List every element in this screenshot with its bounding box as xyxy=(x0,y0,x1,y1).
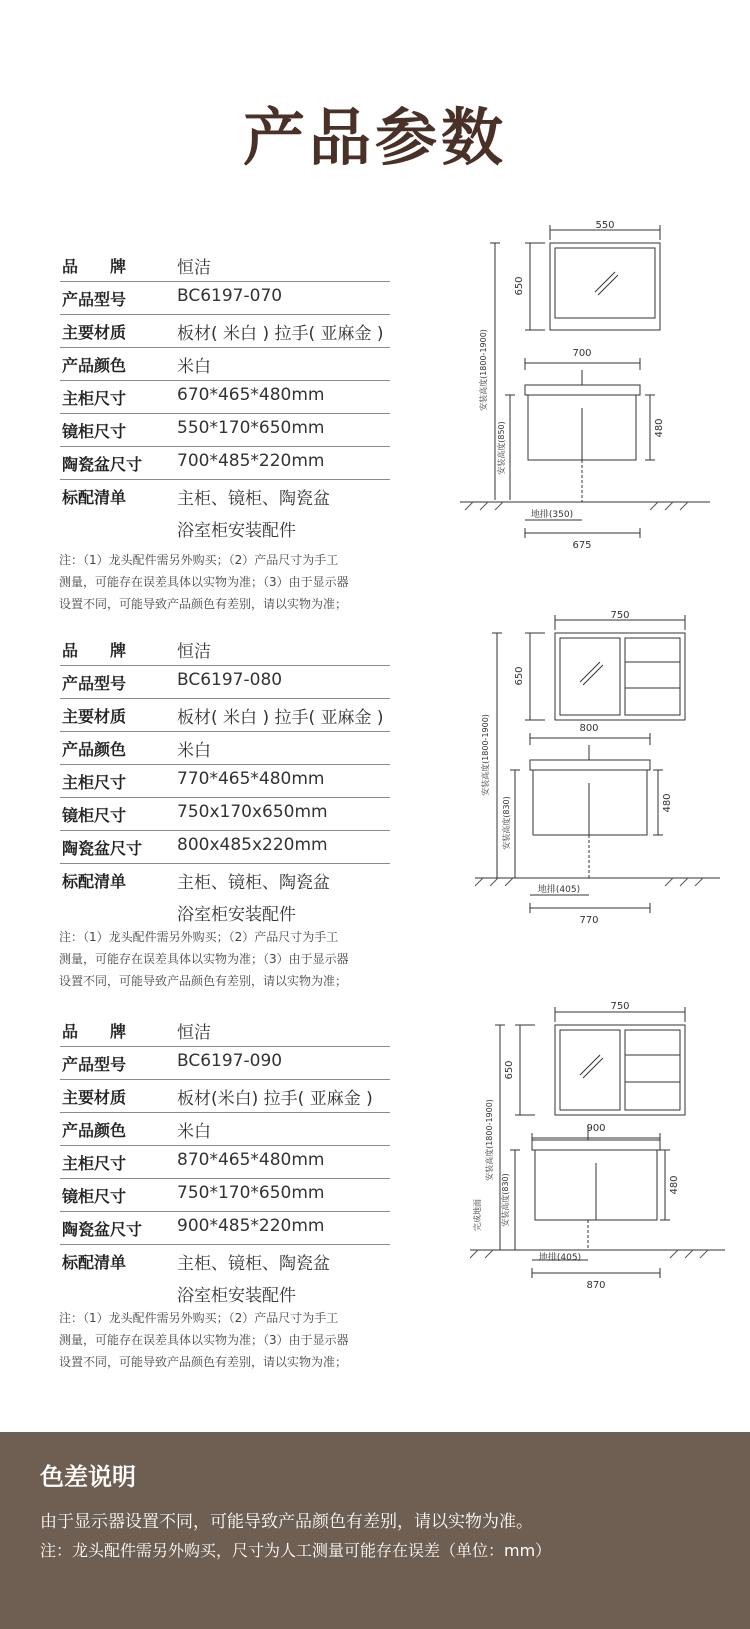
note-line: 注：（1）龙头配件需另外购买；（2）产品尺寸为手工 xyxy=(59,930,339,944)
spec-row-color xyxy=(60,348,390,381)
dimension-drawing xyxy=(475,610,735,950)
basin-outline xyxy=(525,385,640,395)
spec-value: 800x485x220mm xyxy=(177,835,328,855)
spec-value: 板材(米白) 拉手( 亚麻金 ) xyxy=(177,1089,373,1109)
spec-value: 700*485*220mm xyxy=(177,451,325,471)
spec-label: 标配清单 xyxy=(62,1253,127,1272)
spec-label: 产品型号 xyxy=(62,290,127,309)
spec-value: 主柜、镜柜、陶瓷盆 xyxy=(177,873,330,893)
spec-row-main-cabinet xyxy=(60,1146,390,1179)
note-line: 注：（1）龙头配件需另外购买；（2）产品尺寸为手工 xyxy=(59,553,339,567)
dim-cabinet-height: 480 xyxy=(669,1175,680,1195)
note-line: 注：（1）龙头配件需另外购买；（2）产品尺寸为手工 xyxy=(59,1311,339,1325)
spec-value: 770*465*480mm xyxy=(177,769,325,789)
dim-drain: 地排(350) xyxy=(530,510,574,520)
spec-label: 产品型号 xyxy=(62,674,127,693)
note-line: 设置不同，可能导致产品颜色有差别，请以实物为准； xyxy=(59,974,348,988)
footer-note: 注：龙头配件需另外购买，尺寸为人工测量可能存在误差（单位：mm） xyxy=(40,1541,552,1560)
spec-row-package xyxy=(60,480,390,512)
spec-value: 板材( 米白 ) 拉手( 亚麻金 ) xyxy=(177,324,384,344)
basin-outline xyxy=(530,760,650,770)
basin-outline xyxy=(532,1140,660,1150)
spec-value: 米白 xyxy=(177,357,211,377)
mirror-side-shelf xyxy=(625,638,680,715)
spec-table xyxy=(60,1014,390,1309)
note-line: 测量，可能存在误差具体以实物为准；（3）由于显示器 xyxy=(59,1333,349,1347)
spec-label: 标配清单 xyxy=(62,872,127,891)
spec-value: 870*465*480mm xyxy=(177,1150,325,1170)
dim-install-height: 安装高度(850) xyxy=(497,421,506,475)
spec-label: 镜柜尺寸 xyxy=(62,422,127,441)
spec-label: 陶瓷盆尺寸 xyxy=(62,1220,143,1239)
spec-label: 陶瓷盆尺寸 xyxy=(62,839,143,858)
spec-label: 主要材质 xyxy=(62,707,127,726)
page-title: 产品参数 xyxy=(242,101,507,174)
note-line: 设置不同，可能导致产品颜色有差别，请以实物为准； xyxy=(59,1355,348,1369)
spec-row-extra xyxy=(60,896,390,928)
spec-value: BC6197-070 xyxy=(177,286,283,306)
spec-row-model xyxy=(60,1047,390,1080)
spec-value: 主柜、镜柜、陶瓷盆 xyxy=(177,489,330,509)
spec-note xyxy=(59,549,379,615)
spec-value: BC6197-080 xyxy=(177,670,283,690)
footer-heading: 色差说明 xyxy=(40,1463,136,1491)
spec-value: 900*485*220mm xyxy=(177,1216,325,1236)
dim-mirror-height: 650 xyxy=(504,1060,515,1080)
spec-row-brand xyxy=(60,633,390,666)
mirror-panel xyxy=(555,248,655,318)
spec-label: 产品颜色 xyxy=(62,1121,127,1140)
spec-note xyxy=(59,1307,379,1373)
spec-row-color xyxy=(60,732,390,765)
spec-value: 670*465*480mm xyxy=(177,385,325,405)
spec-table xyxy=(60,633,390,928)
spec-value: 750*170*650mm xyxy=(177,1183,325,1203)
mirror-panel xyxy=(560,638,620,715)
dim-sink-width: 800 xyxy=(579,723,599,734)
spec-row-material xyxy=(60,1080,390,1113)
note-line: 测量，可能存在误差具体以实物为准；（3）由于显示器 xyxy=(59,952,349,966)
dim-cabinet-height: 480 xyxy=(654,418,665,438)
dim-sink-width: 900 xyxy=(586,1123,606,1134)
spec-row-extra xyxy=(60,512,390,544)
spec-value: 浴室柜安装配件 xyxy=(177,905,296,925)
note-line: 设置不同，可能导致产品颜色有差别，请以实物为准； xyxy=(59,597,348,611)
spec-row-model xyxy=(60,282,390,315)
spec-value: 恒洁 xyxy=(177,642,211,662)
spec-value: 主柜、镜柜、陶瓷盆 xyxy=(177,1254,330,1274)
dim-install-range: 安装高度(1800-1900) xyxy=(481,714,490,796)
spec-row-material xyxy=(60,699,390,732)
dim-sink-width: 700 xyxy=(572,348,592,359)
spec-value: 浴室柜安装配件 xyxy=(177,521,296,541)
note-line: 测量，可能存在误差具体以实物为准；（3）由于显示器 xyxy=(59,575,349,589)
spec-label: 品 牌 xyxy=(62,257,127,276)
spec-table xyxy=(60,249,390,544)
spec-label: 镜柜尺寸 xyxy=(62,1187,127,1206)
mirror-cabinet-outline xyxy=(550,243,660,330)
dim-mirror-width: 750 xyxy=(610,1001,630,1012)
mirror-side-shelf xyxy=(625,1030,680,1110)
spec-label: 主柜尺寸 xyxy=(62,1154,127,1173)
dim-install-range: 安装高度(1800-1900) xyxy=(479,329,488,411)
spec-row-brand xyxy=(60,249,390,282)
dim-cabinet-height: 480 xyxy=(662,793,673,813)
spec-value: 浴室柜安装配件 xyxy=(177,1286,296,1306)
spec-row-mirror-cabinet xyxy=(60,1179,390,1212)
spec-row-brand xyxy=(60,1014,390,1047)
dim-mirror-height: 650 xyxy=(514,276,525,296)
dim-floor-label: 完成地面 xyxy=(473,1199,482,1231)
main-cabinet-outline xyxy=(533,770,647,835)
dim-mirror-height: 650 xyxy=(514,666,525,686)
dim-drain: 地排(405) xyxy=(537,885,581,895)
spec-label: 产品型号 xyxy=(62,1055,127,1074)
spec-value: 米白 xyxy=(177,1122,211,1142)
spec-label: 品 牌 xyxy=(62,1022,127,1041)
dimension-drawing xyxy=(470,1000,735,1340)
spec-label: 产品颜色 xyxy=(62,356,127,375)
spec-row-basin xyxy=(60,1212,390,1245)
spec-label: 主要材质 xyxy=(62,1088,127,1107)
dim-base-width: 675 xyxy=(572,540,592,551)
dim-install-range: 安装高度(1800-1900) xyxy=(485,1099,494,1181)
dim-drain: 地排(405) xyxy=(538,1253,582,1263)
spec-value: BC6197-090 xyxy=(177,1051,283,1071)
spec-label: 镜柜尺寸 xyxy=(62,806,127,825)
spec-row-mirror-cabinet xyxy=(60,414,390,447)
dim-install-height: 安装高度(830) xyxy=(502,796,511,850)
spec-row-basin xyxy=(60,447,390,480)
spec-row-main-cabinet xyxy=(60,765,390,798)
spec-row-color xyxy=(60,1113,390,1146)
spec-value: 恒洁 xyxy=(177,1023,211,1043)
spec-label: 主柜尺寸 xyxy=(62,389,127,408)
spec-row-model xyxy=(60,666,390,699)
dim-base-width: 870 xyxy=(586,1280,606,1291)
dim-install-height: 安装高度(830) xyxy=(501,1173,510,1227)
dimension-drawing xyxy=(460,220,720,560)
spec-row-basin xyxy=(60,831,390,864)
dim-mirror-width: 550 xyxy=(595,220,615,231)
spec-value: 板材( 米白 ) 拉手( 亚麻金 ) xyxy=(177,708,384,728)
spec-note xyxy=(59,926,379,992)
spec-label: 标配清单 xyxy=(62,488,127,507)
dim-mirror-width: 750 xyxy=(610,610,630,621)
spec-row-material xyxy=(60,315,390,348)
spec-value: 米白 xyxy=(177,741,211,761)
dim-base-width: 770 xyxy=(579,915,599,926)
spec-row-extra xyxy=(60,1277,390,1309)
spec-row-main-cabinet xyxy=(60,381,390,414)
spec-label: 产品颜色 xyxy=(62,740,127,759)
footer-text: 由于显示器设置不同，可能导致产品颜色有差别，请以实物为准。 xyxy=(40,1512,533,1532)
spec-label: 主要材质 xyxy=(62,323,127,342)
spec-row-mirror-cabinet xyxy=(60,798,390,831)
color-difference-footer xyxy=(0,1432,750,1629)
mirror-panel xyxy=(560,1030,620,1110)
spec-row-package xyxy=(60,864,390,896)
spec-row-package xyxy=(60,1245,390,1277)
spec-value: 恒洁 xyxy=(177,258,211,278)
spec-value: 550*170*650mm xyxy=(177,418,325,438)
spec-label: 品 牌 xyxy=(62,641,127,660)
spec-label: 主柜尺寸 xyxy=(62,773,127,792)
spec-label: 陶瓷盆尺寸 xyxy=(62,455,143,474)
spec-value: 750x170x650mm xyxy=(177,802,328,822)
